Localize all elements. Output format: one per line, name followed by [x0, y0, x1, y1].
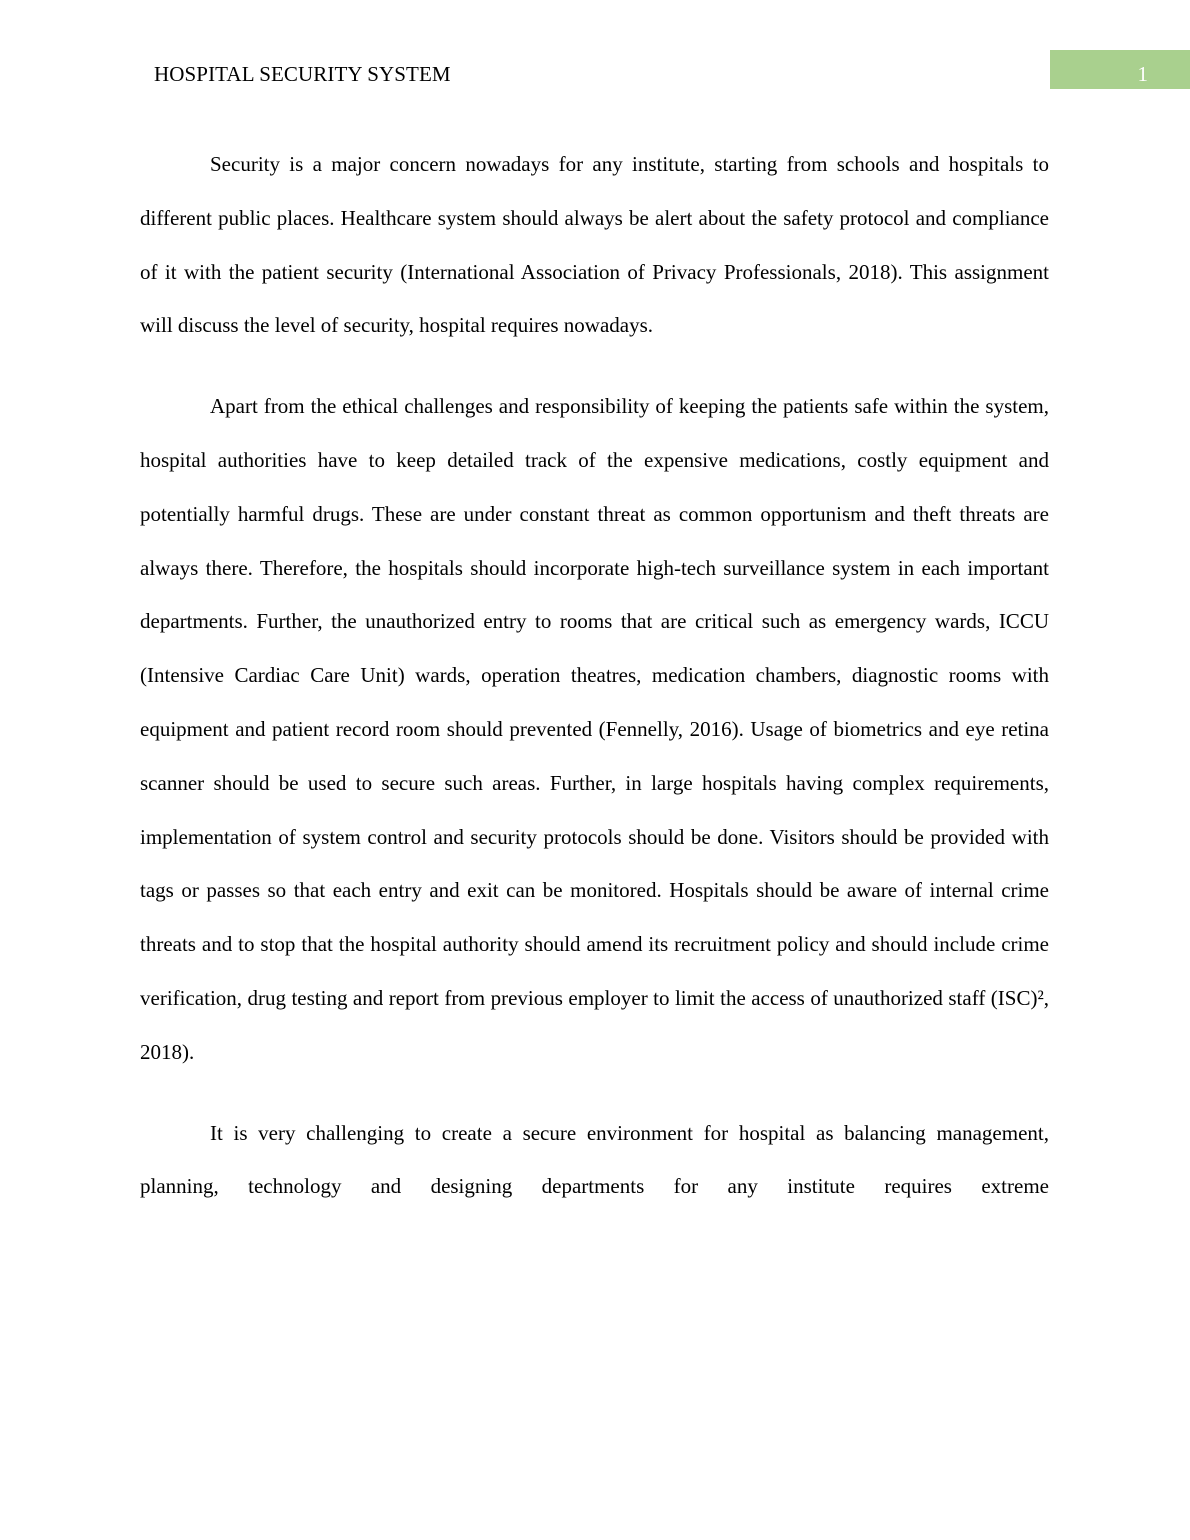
paragraph-challenges: It is very challenging to create a secure environment for hospital as balancing management, planning, technology and designing departments for any institute requires extreme	[140, 1120, 1049, 1199]
page-number-box	[1050, 50, 1190, 89]
page-number: 1	[1137, 62, 1148, 86]
document-body	[140, 138, 1049, 1241]
paragraph-threats: Apart from the ethical challenges and responsibility of keeping the patients safe within the system, hospital authorities have to keep detailed track of the expensive medications, costly equipment and potentially harmful drugs. These are under constant threat as common opportunism and theft threats are always there. Therefore, the hospitals should incorporate high-tech surveillance system in each important departments. Further, the unauthorized entry to rooms that are critical such as emergency wards, ICCU (Intensive Cardiac Care Unit) wards, operation theatres, medication chambers, diagnostic rooms with equipment and patient record room should prevented (Fennelly, 2016). Usage of biometrics and eye retina scanner should be used to secure such areas. Further, in large hospitals having complex requirements, implementation of system control and security protocols should be done. Visitors should be provided with tags or passes so that each entry and exit can be monitored. Hospitals should be aware of internal crime threats and to stop that the hospital authority should amend its recruitment policy and should include crime verification, drug testing and report from previous employer to limit the access of unauthorized staff (ISC)², 2018).	[140, 394, 1049, 1064]
running-head: HOSPITAL SECURITY SYSTEM	[154, 62, 451, 86]
paragraph-intro: Security is a major concern nowadays for any institute, starting from schools and hospitals to different public places. Healthcare system should always be alert about the safety protocol and compliance of it with the patient security (International Association of Privacy Professionals, 2018). This assignment will discuss the level of security, hospital requires nowadays.	[140, 152, 1049, 338]
